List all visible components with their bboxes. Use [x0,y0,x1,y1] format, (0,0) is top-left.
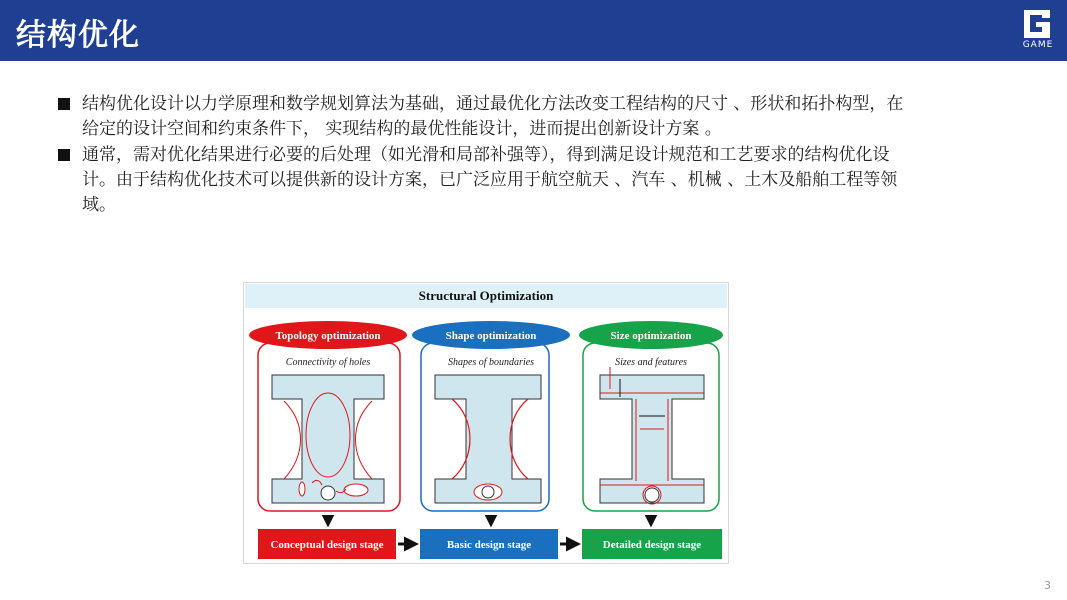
boundary-curve [284,401,301,479]
logo-text: GAME [1022,40,1054,50]
i-beam [272,375,384,503]
panel-size [579,321,723,511]
i-beam [600,375,704,503]
optimization-diagram [244,283,728,563]
figure-title: Structural Optimization [418,288,554,303]
panel-label: Shape optimization [445,330,537,342]
logo-icon [1018,8,1058,40]
hole [344,484,368,496]
bullet-list [56,92,906,219]
panel-caption: Sizes and features [615,357,687,368]
boundary-curve [356,401,373,479]
panel-topology [249,321,407,511]
bullet-item [56,143,906,218]
game-logo [1018,8,1058,54]
bullet-text: 通常，需对优化结果进行必要的后处理（如光滑和局部补强等），得到满足设计规范和工艺要求的结构优化设计。由于结构优化技术可以提供新的设计方案，已广泛应用于航空航天 、汽车 、机械 、土木及船舶工程等领域。 [82,145,898,215]
square-bullet-icon [58,98,70,110]
stage-label: Conceptual design stage [270,539,384,551]
stage-label: Basic design stage [446,539,532,551]
panel-caption: Shapes of boundaries [447,357,535,368]
header-bar [0,0,1067,61]
hole [321,486,335,500]
stage-label: Detailed design stage [602,539,702,551]
square-bullet-icon [58,149,70,161]
panel-shape [412,321,570,511]
structural-optimization-figure [243,282,729,564]
panel-label: Size optimization [610,330,692,342]
hole [645,488,659,502]
page-title: 结构优化 [16,18,140,53]
page-number: 3 [1044,579,1051,592]
hole [482,486,494,498]
shape-curve [510,399,528,479]
hole [299,482,305,496]
bullet-text: 结构优化设计以力学原理和数学规划算法为基础，通过最优化方法改变工程结构的尺寸 、形状和拓扑构型，在给定的设计空间和约束条件下， 实现结构的最优性能设计，进而提出创新设计方案 。 [82,94,904,139]
panel-caption: Connectivity of holes [285,357,371,368]
panel-label: Topology optimization [275,330,381,342]
bullet-item [56,92,906,142]
